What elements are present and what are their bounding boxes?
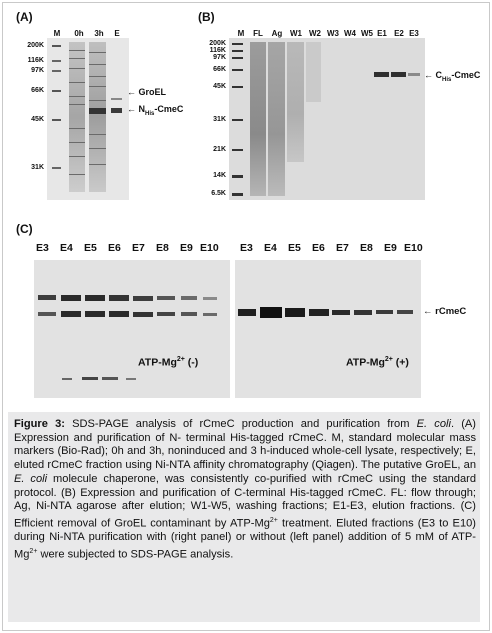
panel-b-cmec-sub: His [442, 76, 452, 83]
panel-c-right-gel-image [235, 260, 421, 398]
panel-c-right-lane-e7: E7 [336, 242, 349, 254]
panel-c-left-lane-e9: E9 [180, 242, 193, 254]
panel-a-lane-0h: 0h [74, 29, 84, 38]
panel-c-right-lane-e8: E8 [360, 242, 373, 254]
caption-text-7: were subjected to SDS-PAGE analysis. [37, 548, 234, 561]
caption-sup-1: 2+ [269, 516, 278, 524]
panel-c-right-condition [346, 356, 409, 369]
panel-b-marker-14k: 14K [213, 172, 226, 179]
panel-c-right-lane-e6: E6 [312, 242, 325, 254]
panel-c-left-condition-prefix: ATP-Mg [138, 356, 177, 369]
panel-b-marker-66k: 66K [213, 66, 226, 73]
panel-c-left-condition-sup: 2+ [176, 356, 185, 363]
caption-text-5: molecule chaperone, was consistently co-purified with rCmeC using the standard protocol. (B) Expression and purification of C-terminal His-tagged rCmeC. FL: flow through; Ag, Ni-NTA agarose after elution; W1-W5, washing fractions; E1-E3, elution fractions. (C) Efficient removal of GroEL contaminant by ATP-Mg [14, 472, 476, 530]
figure-caption [14, 418, 476, 562]
panel-c-label: (C) [16, 222, 33, 236]
panel-a-cmec-suffix: -CmeC [154, 104, 184, 114]
panel-b-marker-45k: 45K [213, 83, 226, 90]
panel-c-right-condition-prefix: ATP-Mg [346, 356, 385, 369]
panel-c-right-lane-e4: E4 [264, 242, 277, 254]
panel-a-marker-45k: 45K [31, 116, 44, 123]
panel-a-lane-3h: 3h [94, 29, 104, 38]
panel-a-marker-66k: 66K [31, 87, 44, 94]
arrow-left-icon: ← [127, 104, 136, 114]
panel-c-right-lane-e3: E3 [240, 242, 253, 254]
panel-a-cmec-sub: His [145, 110, 155, 117]
panel-b-cmec-suffix: -CmeC [451, 70, 481, 80]
panel-b-lane-w1: W1 [290, 29, 302, 38]
panel-a-cmec-arrow [127, 104, 183, 117]
panel-b-lane-e3: E3 [409, 29, 419, 38]
panel-a-cmec-prefix: N [138, 104, 146, 114]
panel-a-gel-image [47, 38, 129, 200]
panel-a-label: (A) [16, 10, 33, 24]
panel-c-left-lane-e4: E4 [60, 242, 73, 254]
arrow-left-icon: ← [424, 70, 433, 80]
arrow-left-icon: ← [127, 87, 136, 97]
panel-b-marker-21k: 21K [213, 146, 226, 153]
caption-text-4: E. coli [14, 472, 48, 485]
panel-b-gel-image [229, 38, 425, 200]
panel-c-left-lane-e7: E7 [132, 242, 145, 254]
caption-sup-2: 2+ [29, 548, 38, 556]
panel-c-right-lane-e10: E10 [404, 242, 423, 254]
caption-text-2: E. coli [416, 418, 451, 430]
panel-a-marker-200k: 200K [27, 42, 44, 49]
panel-b-marker-97k: 97K [213, 54, 226, 61]
panel-c-left-lane-e8: E8 [156, 242, 169, 254]
panel-b-lane-w3: W3 [327, 29, 339, 38]
panel-c-left-gel-image [34, 260, 230, 398]
panel-c-left-condition [138, 356, 198, 369]
panel-a-lane-e: E [114, 29, 120, 38]
panel-b-lane-fl: FL [253, 29, 263, 38]
panel-c-right-condition-sup: 2+ [384, 356, 393, 363]
panel-b-lane-w5: W5 [361, 29, 373, 38]
panel-c-cmec-label: rCmeC [435, 306, 467, 317]
panel-b-lane-m: M [237, 29, 245, 38]
arrow-left-icon: ← [423, 306, 433, 317]
panel-c-left-lane-e5: E5 [84, 242, 97, 254]
panel-b-lane-w4: W4 [344, 29, 356, 38]
panel-a-marker-116k: 116K [27, 57, 44, 64]
caption-text-3: . (A) Expression and purification of N- terminal His-tagged rCmeC. M, standard molecular mass markers (Bio-Rad); 0h and 3h, noninduced and 3 h-induced whole-cell lysate, respectively; E, eluted rCmeC fraction using Ni-NTA affinity chromatography (Qiagen). The putative GroEL, an [14, 418, 476, 472]
panel-a-groel-label: GroEL [138, 87, 167, 97]
panel-a-marker-31k: 31K [31, 164, 44, 171]
panel-a-marker-97k: 97K [31, 67, 44, 74]
panel-b-lane-e1: E1 [377, 29, 387, 38]
panel-c-right-condition-suffix: (+) [392, 356, 409, 369]
panel-b-marker-200k: 200K [209, 40, 226, 47]
panel-b-marker-31k: 31K [213, 116, 226, 123]
panel-c-right-lane-e5: E5 [288, 242, 301, 254]
panel-b-lane-w2: W2 [309, 29, 321, 38]
panel-c-left-lane-e3: E3 [36, 242, 49, 254]
panel-b-lane-ag: Ag [271, 29, 283, 38]
caption-text-6: treatment. Eluted fractions (E3 to E10) during Ni-NTA purification with (right panel) or without (left panel) addition of 5 mM of ATP- Mg [14, 517, 476, 561]
caption-figure-label: Figure 3: [14, 418, 65, 430]
panel-c-right-lane-e9: E9 [384, 242, 397, 254]
panel-a-lane-m: M [53, 29, 61, 38]
panel-c-left-condition-suffix: (-) [184, 356, 199, 369]
panel-b-marker-6-5k: 6.5K [211, 190, 226, 197]
panel-b-cmec-prefix: C [435, 70, 443, 80]
panel-b-cmec-arrow [424, 70, 480, 83]
panel-a-groel-arrow [127, 87, 166, 97]
panel-b-label: (B) [198, 10, 215, 24]
caption-text-1: SDS-PAGE analysis of rCmeC production and purification from [64, 418, 417, 430]
panel-c-left-lane-e10: E10 [200, 242, 219, 254]
panel-c-cmec-arrow [423, 306, 466, 317]
panel-b-marker-116k: 116K [209, 47, 226, 54]
panel-b-lane-e2: E2 [394, 29, 404, 38]
panel-c-left-lane-e6: E6 [108, 242, 121, 254]
